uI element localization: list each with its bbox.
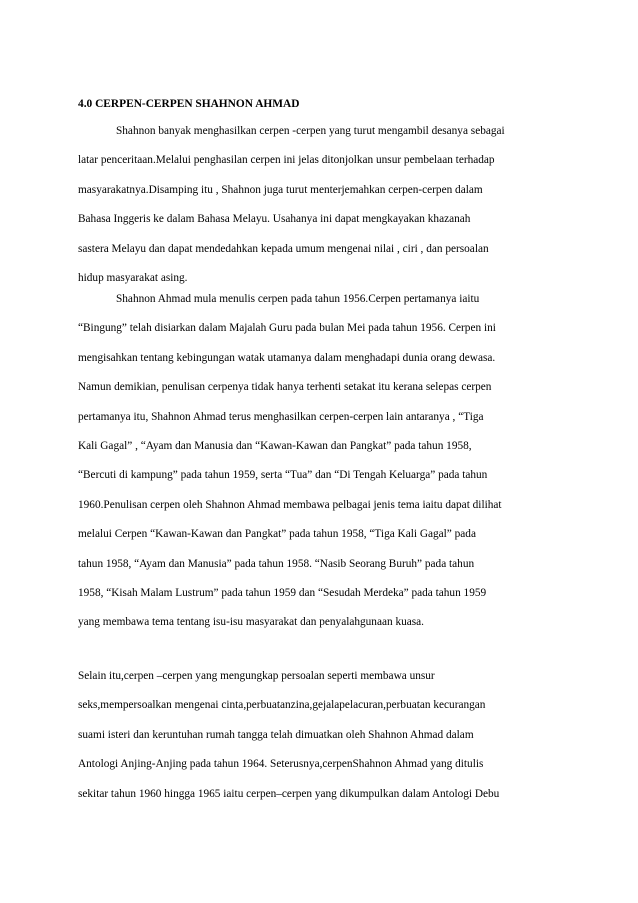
paragraph-2-line: Namun demikian, penulisan cerpenya tidak hanya terhenti setakat itu kerana selepas cerpen <box>78 381 492 394</box>
paragraph-2-line: melalui Cerpen “Kawan-Kawan dan Pangkat” pada tahun 1958, “Tiga Kali Gagal” pada <box>78 528 476 541</box>
paragraph-2-line: “Bercuti di kampung” pada tahun 1959, serta “Tua” dan “Di Tengah Keluarga” pada tahun <box>78 469 488 482</box>
paragraph-3-line: sekitar tahun 1960 hingga 1965 iaitu cerpen–cerpen yang dikumpulkan dalam Antologi Debu <box>78 787 500 800</box>
paragraph-1-line: masyarakatnya.Disamping itu , Shahnon juga turut menterjemahkan cerpen-cerpen dalam <box>78 183 483 196</box>
paragraph-2-line: “Bingung” telah disiarkan dalam Majalah Guru pada bulan Mei pada tahun 1956. Cerpen ini <box>78 322 496 335</box>
paragraph-1-line: Shahnon banyak menghasilkan cerpen -cerpen yang turut mengambil desanya sebagai <box>116 125 505 137</box>
paragraph-3-line: Selain itu,cerpen –cerpen yang mengungkap persoalan seperti membawa unsur <box>78 670 435 682</box>
paragraph-2-line: 1960.Penulisan cerpen oleh Shahnon Ahmad membawa pelbagai jenis tema iaitu dapat dilihat <box>78 498 502 511</box>
paragraph-3-line: suami isteri dan keruntuhan rumah tangga telah dimuatkan oleh Shahnon Ahmad dalam <box>78 728 474 741</box>
paragraph-2-line: Shahnon Ahmad mula menulis cerpen pada tahun 1956.Cerpen pertamanya iaitu <box>116 293 480 305</box>
paragraph-2-line: 1958, “Kisah Malam Lustrum” pada tahun 1959 dan “Sesudah Merdeka” pada tahun 1959 <box>78 587 487 599</box>
paragraph-2-line: Kali Gagal” , “Ayam dan Manusia dan “Kawan-Kawan dan Pangkat” pada tahun 1958, <box>78 440 472 452</box>
section-heading: 4.0 CERPEN-CERPEN SHAHNON AHMAD <box>78 98 300 110</box>
paragraph-2-line: pertamanya itu, Shahnon Ahmad terus menghasilkan cerpen-cerpen lain antaranya , “Tiga <box>78 410 484 423</box>
paragraph-1-line: sastera Melayu dan dapat mendedahkan kepada umum mengenai nilai , ciri , dan persoalan <box>78 242 489 255</box>
paragraph-1-line: hidup masyarakat asing. <box>78 272 188 284</box>
paragraph-1-line: latar penceritaan.Melalui penghasilan cerpen ini jelas ditonjolkan unsur pembelaan terhadap <box>78 154 495 167</box>
paragraph-3-line: seks,mempersoalkan mengenai cinta,perbuatanzina,gejalapelacuran,perbuatan kecurangan <box>78 699 486 712</box>
paragraph-2-line: mengisahkan tentang kebingungan watak utamanya dalam menghadapi dunia orang dewasa. <box>78 351 496 364</box>
paragraph-2-line: yang membawa tema tentang isu-isu masyarakat dan penyalahgunaan kuasa. <box>78 616 425 629</box>
paragraph-1-line: Bahasa Inggeris ke dalam Bahasa Melayu. Usahanya ini dapat mengkayakan khazanah <box>78 213 471 226</box>
paragraph-3-line: Antologi Anjing-Anjing pada tahun 1964. Seterusnya,cerpenShahnon Ahmad yang ditulis <box>78 758 484 771</box>
paragraph-2-line: tahun 1958, “Ayam dan Manusia” pada tahun 1958. “Nasib Seorang Buruh” pada tahun <box>78 557 475 570</box>
